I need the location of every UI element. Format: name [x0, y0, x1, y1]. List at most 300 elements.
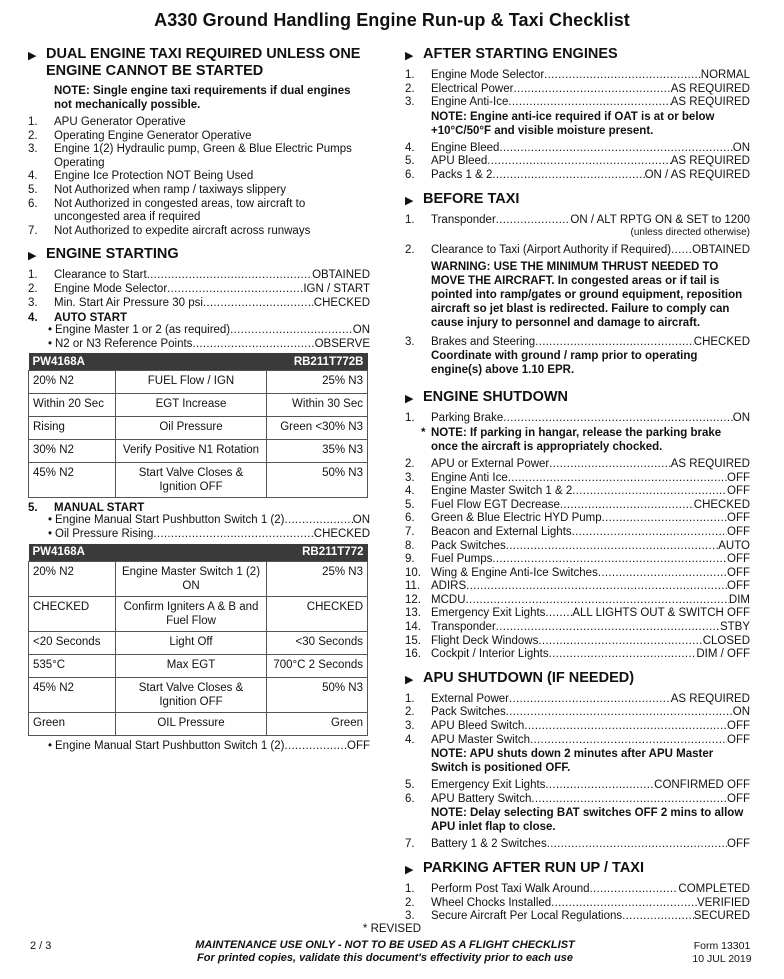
- item-number: 9.: [405, 553, 415, 566]
- table-row: [29, 394, 368, 417]
- pw-value: 535°C: [29, 654, 116, 677]
- leader-dots: [547, 838, 727, 852]
- item-value: CHECKED: [313, 296, 370, 309]
- apu-shutdown-list-2: [405, 779, 750, 806]
- engine-type-left: PW4168A: [29, 544, 116, 562]
- table-row: [29, 440, 368, 463]
- item-value: OBTAINED: [312, 269, 370, 282]
- dual-engine-note: NOTE: Single engine taxi requirements if dual engines not mechanically possible.: [54, 85, 351, 111]
- manual-start-bullets: [28, 514, 370, 541]
- after-starting-list-2: [405, 142, 750, 183]
- manual-start-table: [28, 544, 368, 736]
- item-number: 3.: [405, 471, 415, 484]
- bullet-item: [48, 338, 370, 352]
- apu-shutdown-list: [405, 693, 750, 747]
- leader-dots: [230, 324, 353, 338]
- section-engine-starting-heading: ▶ ENGINE STARTING: [28, 246, 370, 265]
- item-label: Cockpit / Interior Lights: [431, 648, 549, 661]
- auto-start-table: [28, 353, 368, 498]
- manual-start-final: [28, 740, 370, 754]
- leader-dots: [509, 693, 671, 707]
- pw-value: Green: [29, 712, 116, 735]
- bullet-icon: •: [48, 514, 53, 527]
- rb-value: 50% N3: [267, 463, 368, 498]
- left-column: [28, 46, 370, 753]
- leader-dots: [492, 169, 644, 183]
- maintenance-disclaimer: MAINTENANCE USE ONLY - NOT TO BE USED AS A FLIGHT CHECKLIST For printed copies, validate this document's effectivity prior to each use: [195, 939, 575, 964]
- form-date: 10 JUL 2019: [692, 952, 752, 965]
- list-item: [405, 734, 750, 748]
- list-item: [405, 706, 750, 720]
- item-text: Not Authorized to expedite aircraft across runways: [54, 224, 311, 237]
- dotted-line: [431, 607, 750, 621]
- dotted-line: [431, 594, 750, 608]
- rb-value: Green: [267, 712, 368, 735]
- dotted-line: [54, 297, 370, 311]
- list-item: [405, 169, 750, 183]
- leader-dots: [572, 526, 727, 540]
- item-number: 7.: [405, 838, 415, 851]
- item-label: Engine Master 1 or 2 (as required): [55, 324, 231, 337]
- item-number: 6.: [405, 792, 415, 805]
- leader-dots: [598, 567, 727, 581]
- before-taxi-note: Coordinate with ground / ramp prior to operating engine(s) above 1.10 EPR.: [431, 350, 698, 377]
- list-item: 1. Transponder ..... ON / ALT RPTG ON & SET to 1200: [405, 214, 750, 228]
- dotted-line: [431, 635, 750, 649]
- item-number: 1.: [405, 69, 415, 81]
- leader-dots: [622, 910, 694, 924]
- item-label: N2 or N3 Reference Points: [55, 337, 193, 350]
- item-label: Transponder: [431, 621, 496, 634]
- after-starting-list: [405, 69, 750, 110]
- item-number: 2.: [405, 457, 415, 470]
- step-description: Confirm Igniters A & B and Fuel Flow: [116, 596, 267, 631]
- leader-dots: [192, 338, 314, 352]
- leader-dots: [203, 297, 314, 311]
- rb-value: 35% N3: [267, 440, 368, 463]
- item-label: External Power: [431, 692, 509, 705]
- before-taxi-list: [405, 214, 750, 228]
- rb-value: 700°C 2 Seconds: [267, 654, 368, 677]
- item-number: 5.: [405, 498, 415, 511]
- list-item: [405, 540, 750, 554]
- item-label: Wing & Engine Anti-Ice Switches: [431, 566, 598, 579]
- form-info: [680, 940, 764, 965]
- list-item: [28, 184, 370, 198]
- item-label: Clearance to Start: [54, 269, 147, 282]
- item-label: Emergency Exit Lights: [431, 607, 546, 620]
- list-item: [28, 116, 370, 130]
- item-value: VERIFIED: [696, 896, 750, 909]
- item-number: 2.: [405, 82, 415, 95]
- leader-dots: [530, 734, 727, 748]
- manual-start-heading: 5. MANUAL START: [28, 502, 145, 515]
- item-label: MCDU: [431, 593, 466, 606]
- item-value: ON: [352, 324, 370, 337]
- item-label: Engine Manual Start Pushbutton Switch 1 (2): [55, 739, 285, 752]
- item-value: ON: [732, 706, 750, 719]
- dotted-line: [431, 838, 750, 852]
- before-taxi-list-2: [405, 244, 750, 258]
- apu-note-2: NOTE: Delay selecting BAT switches OFF 2 mins to allow APU inlet flap to close.: [431, 807, 744, 834]
- list-item: [405, 793, 750, 807]
- item-number: 8.: [405, 539, 415, 552]
- item-number: 3.: [405, 910, 415, 923]
- item-value: ALL LIGHTS OUT & SWITCH OFF: [572, 607, 750, 620]
- pw-value: <20 Seconds: [29, 631, 116, 654]
- item-value: CHECKED: [313, 527, 370, 540]
- item-value: OFF: [347, 739, 370, 752]
- item-value: OFF: [727, 485, 750, 498]
- leader-dots: [285, 740, 348, 754]
- item-number: 5.: [405, 155, 415, 168]
- triangle-icon: ▶: [28, 50, 37, 62]
- dotted-line: [431, 706, 750, 720]
- list-item: 3. Brakes and Steering ..... CHECKED: [405, 336, 750, 350]
- item-label: APU Bleed Switch: [431, 720, 525, 733]
- item-value: OFF: [727, 553, 750, 566]
- list-item: [405, 553, 750, 567]
- item-text: Not Authorized in congested areas, tow aircraft to uncongested area if required: [54, 197, 306, 224]
- dotted-line: [431, 512, 750, 526]
- item-text: Engine 1(2) Hydraulic pump, Green & Blue Electric Pumps Operating: [54, 143, 352, 169]
- item-label: Flight Deck Windows: [431, 634, 539, 647]
- leader-dots: [167, 283, 303, 297]
- bullet-icon: •: [48, 527, 53, 540]
- leader-dots: [285, 514, 353, 528]
- item-label: Secure Aircraft Per Local Regulations: [431, 910, 623, 923]
- section-engine-shutdown-heading: ▶ ENGINE SHUTDOWN: [405, 389, 750, 408]
- item-text: Not Authorized when ramp / taxiways slippery: [54, 183, 287, 196]
- step-description: EGT Increase: [116, 394, 267, 417]
- auto-start-heading: 4. AUTO START: [28, 312, 128, 325]
- list-item: [405, 485, 750, 499]
- triangle-icon: ▶: [405, 673, 414, 686]
- item-value: AS REQUIRED: [670, 96, 750, 109]
- leader-dots: [549, 648, 697, 662]
- pw-value: Rising: [29, 417, 116, 440]
- item-number: 2.: [28, 282, 38, 295]
- list-item: [405, 155, 750, 169]
- item-number: 4.: [405, 141, 415, 154]
- list-item: [405, 69, 750, 83]
- leader-dots: [513, 83, 670, 97]
- dotted-line: [431, 526, 750, 540]
- dotted-line: [55, 324, 370, 338]
- list-item: [405, 512, 750, 526]
- leader-dots: [153, 528, 313, 542]
- item-number: 6.: [405, 168, 415, 181]
- item-label: Fuel Flow EGT Decrease: [431, 498, 560, 511]
- item-label: APU Battery Switch: [431, 792, 532, 805]
- bullet-item: [48, 514, 370, 528]
- leader-dots: [508, 472, 727, 486]
- item-number: 16.: [405, 648, 421, 661]
- dotted-line: [55, 528, 370, 542]
- item-number: 12.: [405, 593, 421, 606]
- item-number: 4.: [28, 170, 38, 183]
- item-value: OFF: [727, 792, 750, 805]
- dotted-line: [431, 793, 750, 807]
- bullet-icon: •: [48, 324, 53, 337]
- dotted-line: [431, 472, 750, 486]
- step-description: Verify Positive N1 Rotation: [116, 440, 267, 463]
- item-number: 3.: [28, 296, 38, 309]
- item-value: OFF: [727, 512, 750, 525]
- leader-dots: [551, 897, 697, 911]
- item-label: APU or External Power: [431, 457, 550, 470]
- list-item: [28, 283, 370, 297]
- pw-value: 30% N2: [29, 440, 116, 463]
- item-number: 3.: [28, 143, 38, 156]
- auto-start-bullets: [28, 324, 370, 351]
- list-item: [405, 779, 750, 793]
- item-label: Electrical Power: [431, 82, 514, 95]
- item-number: 7.: [28, 224, 38, 237]
- leader-dots: [590, 883, 679, 897]
- item-value: AUTO: [718, 539, 750, 552]
- dotted-line: [431, 567, 750, 581]
- step-description: Start Valve Closes & Ignition OFF: [116, 463, 267, 498]
- item-number: 2.: [28, 129, 38, 142]
- dotted-line: [431, 883, 750, 897]
- item-number: 6.: [28, 197, 38, 210]
- list-item: [405, 567, 750, 581]
- dotted-line: [431, 69, 750, 83]
- list-item: [28, 269, 370, 283]
- table-row: [29, 561, 368, 596]
- rb-value: Within 30 Sec: [267, 394, 368, 417]
- section-apu-shutdown-heading: ▶ APU SHUTDOWN (IF NEEDED): [405, 670, 750, 689]
- table-row: [29, 631, 368, 654]
- item-label: Engine Bleed: [431, 141, 500, 154]
- item-label: APU Master Switch: [431, 733, 531, 746]
- pw-value: 45% N2: [29, 677, 116, 712]
- item-value: ON: [352, 514, 370, 527]
- leader-dots: [466, 594, 729, 608]
- leader-dots: [602, 512, 727, 526]
- engine-shutdown-note: * NOTE: If parking in hangar, release the parking brake once the aircraft is appropriately chocked.: [421, 426, 722, 453]
- list-item: 1. Parking Brake ..... ON: [405, 412, 750, 426]
- list-item: [405, 580, 750, 594]
- item-value: OFF: [727, 566, 750, 579]
- leader-dots: [545, 779, 654, 793]
- step-description: Engine Master Switch 1 (2) ON: [116, 561, 267, 596]
- table-row: [29, 654, 368, 677]
- item-value: AS REQUIRED: [670, 457, 750, 470]
- after-starting-note: NOTE: Engine anti-ice required if OAT is at or below +10°C/50°F and visible moisture present.: [431, 110, 715, 137]
- item-value: COMPLETED: [678, 883, 750, 895]
- list-item: [405, 720, 750, 734]
- dotted-line: [431, 720, 750, 734]
- item-label: Beacon and External Lights: [431, 525, 572, 538]
- bullet-item: [48, 740, 370, 754]
- rb-value: 50% N3: [267, 677, 368, 712]
- item-value: SECURED: [693, 910, 750, 923]
- leader-dots: [545, 607, 572, 621]
- right-column: [405, 46, 750, 924]
- engine-type-left: PW4168A: [29, 353, 116, 371]
- engine-starting-list: [28, 269, 370, 310]
- item-label: Fuel Pumps: [431, 553, 493, 566]
- section-after-starting-heading: ▶ AFTER STARTING ENGINES: [405, 46, 750, 65]
- pw-value: 20% N2: [29, 561, 116, 596]
- item-number: 2.: [405, 896, 415, 909]
- item-number: 4.: [405, 733, 415, 746]
- bullet-item: [48, 324, 370, 338]
- list-item: [28, 143, 370, 170]
- dotted-line: [431, 897, 750, 911]
- item-label: Engine Manual Start Pushbutton Switch 1 (2): [55, 514, 285, 527]
- rb-value: CHECKED: [267, 596, 368, 631]
- item-label: Engine Mode Selector: [431, 69, 545, 81]
- item-label: Min. Start Air Pressure 30 psi: [54, 296, 203, 309]
- leader-dots: [506, 540, 718, 554]
- list-item: [405, 883, 750, 897]
- table-row: [29, 677, 368, 712]
- step-description: Oil Pressure: [116, 417, 267, 440]
- step-description: Light Off: [116, 631, 267, 654]
- leader-dots: [506, 706, 733, 720]
- step-description: FUEL Flow / IGN: [116, 371, 267, 394]
- item-value: AS REQUIRED: [670, 82, 750, 95]
- item-label: Pack Switches: [431, 706, 506, 719]
- item-label: ADIRS: [431, 580, 467, 593]
- item-text: Engine Ice Protection NOT Being Used: [54, 170, 254, 183]
- dual-engine-list: [28, 116, 370, 238]
- before-taxi-warning: WARNING: USE THE MINIMUM THRUST NEEDED TO MOVE THE AIRCRAFT. In congested areas or if tail is pointed into ramp/gates or ground equipment, reposition aircraft so jet blast is redirected. Failure to comply can cause injury to personnel and damage to aircraft.: [431, 260, 743, 329]
- item-label: Battery 1 & 2 Switches: [431, 838, 547, 851]
- list-item: [405, 526, 750, 540]
- list-item: [405, 458, 750, 472]
- dotted-line: [431, 499, 750, 513]
- item-number: 5.: [405, 779, 415, 792]
- leader-dots: [572, 485, 727, 499]
- table-row: [29, 596, 368, 631]
- dotted-line: [431, 458, 750, 472]
- dotted-line: [55, 514, 370, 528]
- list-item: [405, 594, 750, 608]
- pw-value: Within 20 Sec: [29, 394, 116, 417]
- item-label: Emergency Exit Lights: [431, 779, 546, 792]
- list-item: [405, 838, 750, 852]
- bullet-icon: •: [48, 739, 53, 752]
- item-number: 3.: [405, 96, 415, 109]
- table-row: [29, 371, 368, 394]
- item-number: 13.: [405, 607, 421, 620]
- dotted-line: [55, 740, 370, 754]
- dotted-line: [431, 96, 750, 110]
- leader-dots: [560, 499, 694, 513]
- triangle-icon: ▶: [405, 864, 414, 876]
- dotted-line: [431, 779, 750, 793]
- list-item: [405, 648, 750, 662]
- item-number: 1.: [28, 269, 38, 282]
- engine-type-right: RB211T772B: [267, 353, 368, 371]
- list-item: [405, 635, 750, 649]
- item-number: 15.: [405, 634, 421, 647]
- list-item: [405, 142, 750, 156]
- item-number: 11.: [405, 580, 421, 593]
- leader-dots: [508, 96, 670, 110]
- item-value: STBY: [719, 621, 750, 634]
- leader-dots: [147, 269, 312, 283]
- item-label: Engine Anti Ice: [431, 471, 508, 484]
- item-label: Oil Pressure Rising: [55, 527, 154, 540]
- item-value: ON: [732, 141, 750, 154]
- step-description: Max EGT: [116, 654, 267, 677]
- item-number: 3.: [405, 720, 415, 733]
- leader-dots: [499, 142, 732, 156]
- item-text: APU Generator Operative: [54, 116, 186, 128]
- before-taxi-list-3: [405, 336, 750, 350]
- step-description: Start Valve Closes & Ignition OFF: [116, 677, 267, 712]
- section-before-taxi-heading: ▶ BEFORE TAXI: [405, 191, 750, 210]
- dotted-line: [431, 169, 750, 183]
- leader-dots: [487, 155, 670, 169]
- dotted-line: [54, 269, 370, 283]
- item-value: OFF: [727, 838, 750, 851]
- pw-value: 20% N2: [29, 371, 116, 394]
- item-number: 7.: [405, 525, 415, 538]
- page-title: A330 Ground Handling Engine Run-up & Taxi Checklist: [154, 10, 630, 30]
- triangle-icon: ▶: [405, 50, 414, 62]
- triangle-icon: ▶: [405, 393, 414, 406]
- list-item: [405, 96, 750, 110]
- item-number: 1.: [28, 116, 38, 128]
- bullet-icon: •: [48, 337, 53, 350]
- leader-dots: [544, 69, 701, 83]
- item-value: NORMAL: [700, 69, 750, 81]
- dotted-line: [431, 540, 750, 554]
- revised-star: *: [421, 426, 426, 439]
- engine-type-right: RB211T772: [267, 544, 368, 562]
- item-text: Operating Engine Generator Operative: [54, 129, 252, 142]
- item-value: IGN / START: [303, 282, 370, 295]
- item-number: 14.: [405, 621, 421, 634]
- triangle-icon: ▶: [405, 194, 414, 207]
- rb-value: Green <30% N3: [267, 417, 368, 440]
- item-value: CONFIRMED OFF: [654, 779, 750, 792]
- table-header-row: [29, 544, 368, 562]
- list-item: [28, 130, 370, 144]
- dotted-line: [431, 648, 750, 662]
- item-value: OFF: [727, 471, 750, 484]
- list-item: [405, 607, 750, 621]
- item-value: CLOSED: [702, 634, 750, 647]
- table-row: [29, 712, 368, 735]
- item-label: APU Bleed: [431, 155, 488, 168]
- item-label: Engine Mode Selector: [54, 282, 168, 295]
- table-header-row: [29, 353, 368, 371]
- dotted-line: [431, 553, 750, 567]
- leader-dots: [496, 621, 720, 635]
- leader-dots: [538, 635, 702, 649]
- leader-dots: [531, 793, 727, 807]
- leader-dots: [549, 458, 671, 472]
- list-item: [28, 198, 370, 225]
- item-value: AS REQUIRED: [670, 692, 750, 705]
- apu-note-1: NOTE: APU shuts down 2 minutes after APU Master Switch is positioned OFF.: [431, 748, 714, 775]
- pw-value: CHECKED: [29, 596, 116, 631]
- pw-value: 45% N2: [29, 463, 116, 498]
- item-number: 5.: [28, 183, 38, 196]
- section-parking-heading: ▶ PARKING AFTER RUN UP / TAXI: [405, 860, 750, 879]
- item-label: Pack Switches: [431, 539, 506, 552]
- item-label: Packs 1 & 2: [431, 168, 493, 181]
- item-value: DIM / OFF: [696, 648, 750, 661]
- table-row: [29, 463, 368, 498]
